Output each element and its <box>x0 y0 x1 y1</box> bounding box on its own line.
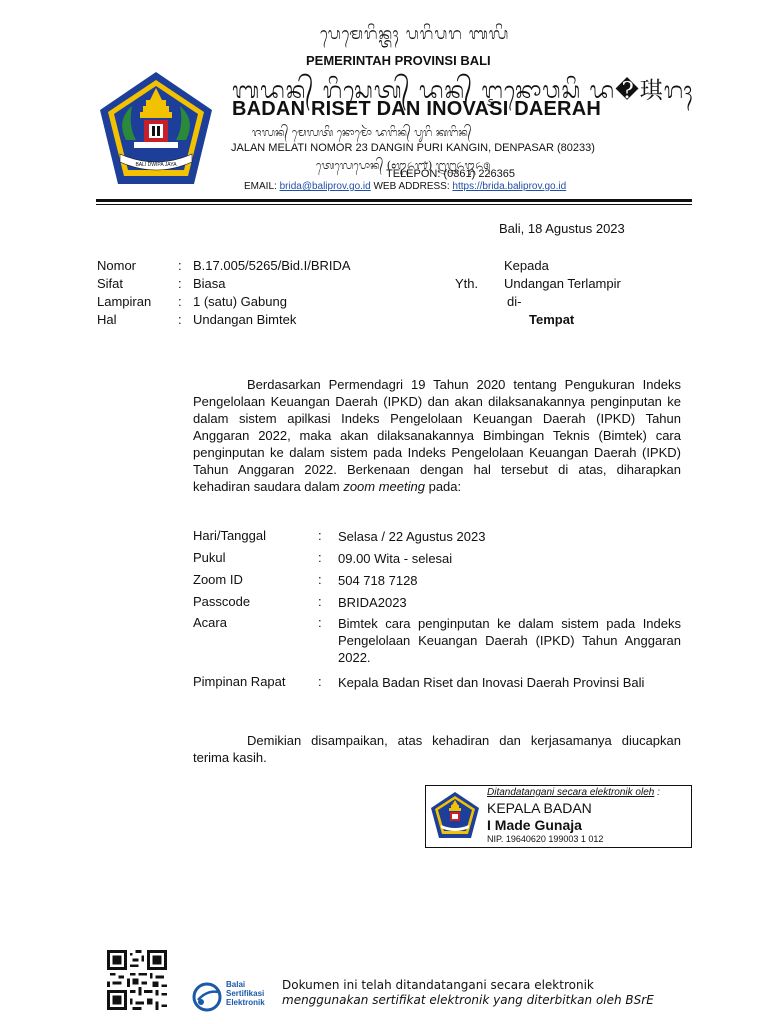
recipient-di: di- <box>507 294 522 309</box>
bsre-logo-line: Balai <box>226 980 246 989</box>
balinese-address: ᬚᬮᬦ᭄ ᬫᬾᬮᬢᬶ ᬦᭀᬫᭀᬃ ᬤᬗᬶᬦ᭄ ᬧᬸᬭᬶ ᬓᬗᬶᬦ᭄ <box>252 126 472 139</box>
bali-province-emblem-logo <box>96 70 216 188</box>
meta-colon: : <box>178 258 182 273</box>
meta-value-lampiran: 1 (satu) Gabung <box>193 294 287 309</box>
signature-note-suffix: : <box>654 787 660 798</box>
closing-text: Demikian disampaikan, atas kehadiran dan kerjasamanya diucapkan terima kasih. <box>193 733 681 765</box>
email-link[interactable]: brida@baliprov.go.id <box>279 181 371 192</box>
bsre-logo-line: Sertifikasi <box>226 989 265 998</box>
balinese-phone: ᬢᬾᬮᬾᬧᭀᬦ᭄ (᭐᭓᭖᭑) ᭒᭒᭖᭓᭖᭕ <box>316 159 491 172</box>
contact-line <box>244 181 566 192</box>
detail-label-time: Pukul <box>193 550 226 565</box>
detail-label-passcode: Passcode <box>193 594 251 609</box>
balinese-government-name: ᬧᬾᬫᬾᬭᬶᬦ᭄ᬢᬄ ᬧᬭᬶᬧᬭ ᬩᬮᬶ <box>320 24 510 43</box>
closing-paragraph <box>193 732 681 766</box>
meta-colon: : <box>178 276 182 291</box>
detail-colon: : <box>318 550 322 565</box>
detail-label-acara: Acara <box>193 615 227 630</box>
government-name: PEMERINTAH PROVINSI BALI <box>306 53 491 68</box>
logo-banner-text: BALI DWIPA JAYA <box>135 162 177 168</box>
agency-address: JALAN MELATI NOMOR 23 DANGIN PURI KANGIN, DENPASAR (80233) <box>231 142 595 154</box>
meta-value-nomor: B.17.005/5265/Bid.I/BRIDA <box>193 258 351 273</box>
agency-phone: TELEPON: (0361) 226365 <box>386 168 516 180</box>
detail-value-date: Selasa / 22 Agustus 2023 <box>338 529 486 544</box>
signature-note-text: Ditandatangani secara elektronik oleh <box>487 787 655 798</box>
letter-date: Bali, 18 Agustus 2023 <box>499 221 625 236</box>
bsre-logo-icon <box>188 982 226 1012</box>
web-link[interactable]: https://brida.baliprov.go.id <box>452 181 567 192</box>
meta-label-hal: Hal <box>97 312 117 327</box>
signer-title: KEPALA BADAN <box>487 800 592 816</box>
recipient-kepada: Kepada <box>504 258 549 273</box>
meta-label-nomor: Nomor <box>97 258 137 273</box>
detail-value-passcode: BRIDA2023 <box>338 595 407 610</box>
detail-value-time: 09.00 Wita - selesai <box>338 551 453 566</box>
recipient-place: Tempat <box>529 312 575 327</box>
signature-note <box>487 787 660 798</box>
detail-value-chair: Kepala Badan Riset dan Inovasi Daerah Provinsi Bali <box>338 675 645 690</box>
email-label: EMAIL: <box>244 181 280 192</box>
footer-line-1: Dokumen ini telah ditandatangani secara elektronik <box>282 978 594 992</box>
meta-value-sifat: Biasa <box>193 276 226 291</box>
verification-qr-code[interactable] <box>107 950 167 1010</box>
body-end-text: pada: <box>424 479 462 494</box>
balinese-agency-name: ᬩᬤᬦ᭄ ᬭᬶᬲᬾᬢ᭄ ᬤᬦ᭄ ᬇᬦᭀᬯᬲᬶ ᬤ�琪ᬭᬄ <box>232 78 694 104</box>
recipient-yth: Yth. <box>455 276 479 291</box>
detail-colon: : <box>318 615 322 630</box>
detail-label-chair: Pimpinan Rapat <box>193 674 286 689</box>
footer-notice <box>282 978 654 1008</box>
detail-label-date: Hari/Tanggal <box>193 528 266 543</box>
recipient-name: Undangan Terlampir <box>504 276 621 291</box>
detail-colon: : <box>318 674 322 689</box>
detail-colon: : <box>318 528 322 543</box>
meta-label-sifat: Sifat <box>97 276 124 291</box>
meta-label-lampiran: Lampiran <box>97 294 152 309</box>
body-italic-text: zoom meeting <box>343 479 425 494</box>
signature-emblem-icon <box>430 791 480 839</box>
bsre-logo-line: Elektronik <box>226 998 265 1007</box>
detail-colon: : <box>318 594 322 609</box>
detail-value-acara: Bimtek cara penginputan ke dalam sistem pada Indeks Pengelolaan Keuangan Daerah (IPKD) Tahun Anggaran 2022. <box>338 616 681 665</box>
signer-name: I Made Gunaja <box>487 817 582 833</box>
body-paragraph <box>193 376 681 495</box>
meta-colon: : <box>178 294 182 309</box>
detail-colon: : <box>318 572 322 587</box>
footer-line-2: menggunakan sertifikat elektronik yang diterbitkan oleh BSrE <box>282 993 654 1007</box>
meta-colon: : <box>178 312 182 327</box>
agency-name: BADAN RISET DAN INOVASI DAERAH <box>232 98 601 120</box>
detail-value-zoom-id: 504 718 7128 <box>338 573 418 588</box>
detail-label-zoom-id: Zoom ID <box>193 572 243 587</box>
meta-value-hal: Undangan Bimtek <box>193 312 297 327</box>
letterhead-divider-thick <box>96 199 692 202</box>
signer-nip: NIP. 19640620 199003 1 012 <box>487 834 604 844</box>
web-label: WEB ADDRESS: <box>370 181 453 192</box>
body-main-text: Berdasarkan Permendagri 19 Tahun 2020 tentang Pengukuran Indeks Pengelolaan Keuangan Daerah (IPKD) dan akan dilaksanakannya penginputan ke dalam sistem apilkasi Indeks Pengelolaan Keuangan Daerah (IPKD) Tahun Anggaran 2022, maka akan dilaksanakannya Bimbingan Teknis (Bimtek) cara penginputan ke dalam sistem pada Indeks Pengelolaan Keuangan Daerah (IPKD) Tahun Anggaran 2022. Berkenaan dengan hal tersebut di atas, diharapkan kehadiran saudara dalam <box>193 377 681 494</box>
letterhead-divider-thin <box>96 204 692 205</box>
bsre-logo-text <box>226 980 265 1007</box>
